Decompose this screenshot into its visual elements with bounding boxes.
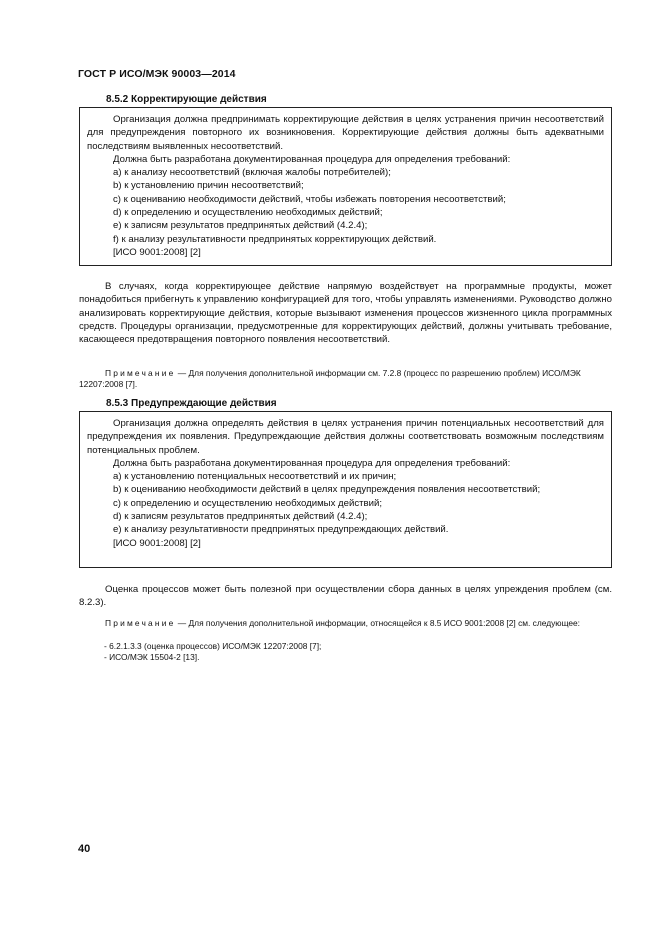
- list-item-b: b) к установлению причин несоответствий;: [113, 180, 304, 192]
- box-reference: [ИСО 9001:2008] [2]: [113, 537, 201, 549]
- note-reference-item: - 6.2.1.3.3 (оценка процессов) ИСО/МЭК 12207:2008 [7];: [104, 641, 322, 651]
- list-item-c: c) к определению и осуществлению необходимых действий;: [113, 497, 383, 509]
- list-item-d: d) к записям результатов предпринятых действий (4.2.4);: [113, 511, 368, 523]
- box-intro: Организация должна определять действия в целях устранения причин потенциальных несоответствий для предупреждения их появления. Предупреждающие действия должны соответствовать возможным последствиям потенциальных проблем.: [87, 418, 604, 456]
- section-heading-8-5-3: 8.5.3 Предупреждающие действия: [106, 398, 277, 409]
- list-item-f: f) к анализу результативности предпринятых корректирующих действий.: [113, 233, 437, 245]
- note-8-5: [79, 618, 612, 629]
- note-reference-list: [104, 641, 321, 663]
- paragraph-corrective: В случаях, когда корректирующее действие напрямую воздействует на программные продукты, может понадобиться прибегнуть к управлению конфигурацией для того, чтобы управлять изменениями. Руководство должно анализировать корректирующие действия, которые вызывают изменения процессов жизненного цикла программных средств. Процедуры организации, предусмотренные для корректирующих действий, должны учитывать требование, касающееся предотвращения повторного появления несоответствий.: [79, 281, 612, 346]
- box-reference: [ИСО 9001:2008] [2]: [113, 246, 201, 258]
- box-lead: Должна быть разработана документированная процедура для определения требований:: [113, 457, 511, 469]
- note-text: — Для получения дополнительной информации, относящейся к 8.5 ИСО 9001:2008 [2] см. следующее:: [175, 618, 581, 628]
- quote-box-8-5-3: [79, 411, 612, 568]
- list-item-b: b) к оцениванию необходимости действий в целях предупреждения появления несоответствий;: [113, 484, 541, 496]
- note-reference-item: - ИСО/МЭК 15504-2 [13].: [104, 652, 200, 662]
- note-text: — Для получения дополнительной информации см. 7.2.8 (процесс по разрешению проблем) ИСО/МЭК 12207:2008 [7].: [79, 368, 581, 389]
- list-item-e: e) к анализу результативности предпринятых предупреждающих действий.: [113, 524, 449, 536]
- note-7-2-8: [79, 368, 612, 390]
- box-intro: Организация должна предпринимать корректирующие действия в целях устранения причин несоответствий для предупреждения повторного их возникновения. Корректирующие действия должны быть адекватными последствиям выявленных несоответствий.: [87, 114, 604, 152]
- quote-box-8-5-2: [79, 107, 612, 266]
- list-item-a: a) к установлению потенциальных несоответствий и их причин;: [113, 471, 397, 483]
- note-label: Примечание: [105, 368, 176, 378]
- paragraph-process-assessment: Оценка процессов может быть полезной при осуществлении сбора данных в целях упреждения проблем (см. 8.2.3).: [79, 584, 612, 609]
- section-heading-8-5-2: 8.5.2 Корректирующие действия: [106, 94, 267, 105]
- page-number: 40: [78, 843, 91, 855]
- running-title: ГОСТ Р ИСО/МЭК 90003—2014: [78, 68, 236, 80]
- list-item-d: d) к определению и осуществлению необходимых действий;: [113, 207, 383, 219]
- list-item-c: c) к оцениванию необходимости действий, чтобы избежать повторения несоответствий;: [113, 193, 506, 205]
- list-item-e: e) к записям результатов предпринятых действий (4.2.4);: [113, 220, 368, 232]
- list-item-a: a) к анализу несоответствий (включая жалобы потребителей);: [113, 167, 391, 179]
- note-label: Примечание: [105, 618, 176, 628]
- box-lead: Должна быть разработана документированная процедура для определения требований:: [113, 153, 511, 165]
